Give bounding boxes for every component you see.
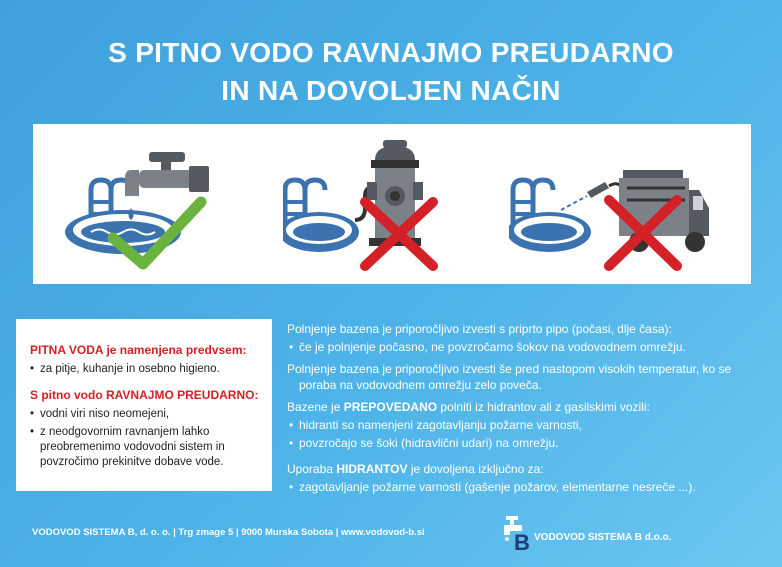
guideline-paragraph bbox=[287, 461, 767, 477]
logo-letter: B bbox=[514, 530, 530, 554]
footer-contact: VODOVOD SISTEMA B, d. o. o. | Trg zmage 5 | 9000 Murska Sobota | www.vodovod-b.si bbox=[32, 527, 425, 538]
drinking-water-heading: PITNA VODA je namenjena predvsem: bbox=[30, 343, 247, 357]
use-wisely-heading: S pitno vodo RAVNAJMO PREUDARNO: bbox=[30, 388, 259, 402]
text-span: polniti iz hidrantov ali z gasilskimi vozili: bbox=[437, 400, 650, 414]
tap-logo-icon bbox=[500, 514, 534, 554]
title-line-1: S PITNO VODO RAVNAJMO PREUDARNO bbox=[108, 37, 674, 68]
hydrants-emphasis: HIDRANTOV bbox=[336, 462, 408, 476]
list-item: • hidranti so namenjeni zagotavljanju požarne varnosti, bbox=[287, 417, 767, 433]
guideline-paragraph: Polnjenje bazena je priporočljivo izvesti s priprto pipo (počasi, dlje časa): bbox=[287, 322, 672, 336]
list-item: • z neodgovornim ravnanjem lahko preobremenimo vodovodni sistem in povzročimo prekinitve dobave vode. bbox=[30, 425, 265, 470]
list-item: • vodni viri niso neomejeni, bbox=[30, 407, 265, 422]
pool-firetruck-cross-icon bbox=[509, 130, 709, 280]
drinking-water-info-box bbox=[16, 319, 272, 491]
icons-panel bbox=[33, 124, 751, 284]
text-span: je dovoljena izključno za: bbox=[407, 462, 544, 476]
page-title bbox=[0, 34, 782, 110]
pool-filling-guidelines bbox=[287, 321, 767, 495]
list-item: • povzročajo se šoki (hidravlični udari) na omrežju. bbox=[287, 435, 767, 451]
prohibited-emphasis: PREPOVEDANO bbox=[343, 400, 438, 414]
title-line-2: IN NA DOVOLJEN NAČIN bbox=[221, 75, 561, 106]
brand-logo bbox=[500, 514, 740, 554]
guideline-paragraph bbox=[287, 399, 767, 415]
pool-tap-check-icon bbox=[61, 130, 261, 280]
guideline-paragraph: Polnjenje bazena je priporočljivo izvesti še pred nastopom visokih temperatur, ko se poraba na vodovodnem omrežju zelo poveča. bbox=[287, 362, 732, 392]
list-item: • če je polnjenje počasno, ne povzročamo šokov na vodovodnem omrežju. bbox=[287, 339, 767, 355]
brand-name: VODOVOD SISTEMA B d.o.o. bbox=[534, 532, 672, 543]
list-item: • za pitje, kuhanje in osebno higieno. bbox=[30, 362, 265, 377]
text-span: Uporaba bbox=[287, 462, 337, 476]
text-span: Bazene je bbox=[287, 400, 344, 414]
list-item: • zagotavljanje požarne varnosti (gašenje požarov, elementarne nesreče ...). bbox=[287, 479, 767, 495]
pool-hydrant-cross-icon bbox=[283, 130, 483, 280]
